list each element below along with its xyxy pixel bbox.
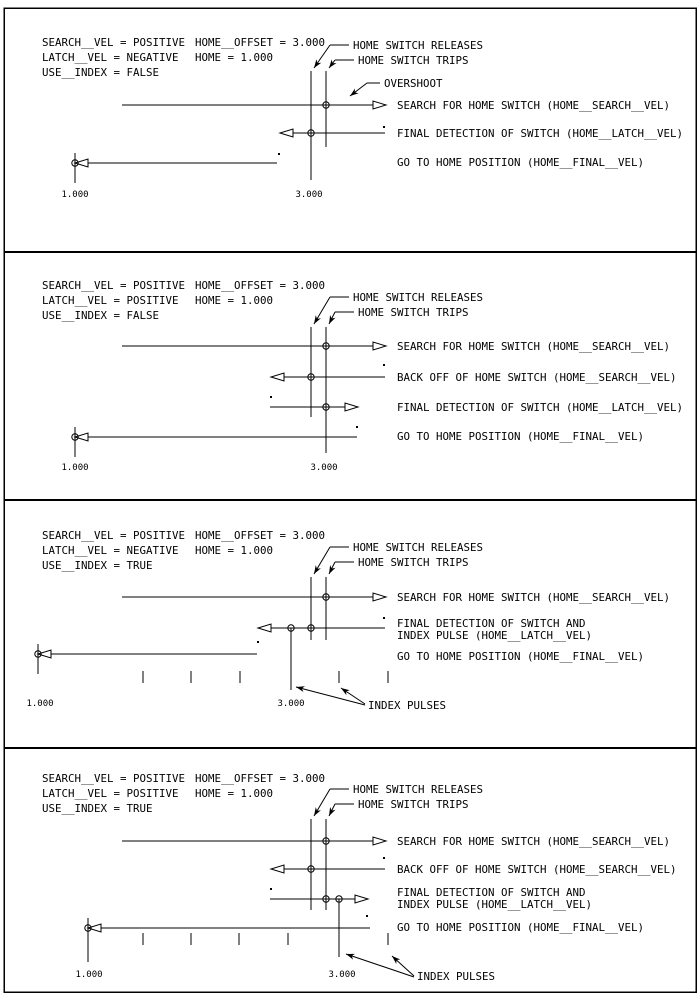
callout-overshoot [350,77,443,96]
callout-home-switch-trips [329,306,469,324]
callout-label: HOME SWITCH TRIPS [358,798,469,811]
step-label-line1: FINAL DETECTION OF SWITCH AND [397,617,586,630]
start-point-dot [383,126,385,128]
move-go-to-home [35,650,644,663]
parameter-block [42,279,325,322]
leader-line [350,83,367,96]
step-label-line2: INDEX PULSE (HOME__LATCH__VEL) [397,898,593,911]
panel-1 [42,36,683,200]
callout-label: HOME SWITCH RELEASES [353,291,484,304]
offset-value-label: 3.000 [277,699,305,709]
callout-home-switch-trips [329,556,469,574]
callout-index-pulses [346,954,495,983]
param-search-vel: SEARCH__VEL = POSITIVE [42,772,186,785]
step-label: SEARCH FOR HOME SWITCH (HOME__SEARCH__VEL) [397,99,671,112]
callout-home-switch-trips [329,798,469,816]
move-go-to-home [72,156,644,169]
leader-line [329,562,335,574]
move-search [122,835,670,848]
start-point-dot [270,888,272,890]
panel-4 [42,772,677,983]
param-home: HOME = 1.000 [195,294,274,307]
step-label: BACK OFF OF HOME SWITCH (HOME__SEARCH__VEL) [397,863,677,876]
parameter-block [42,772,325,815]
move-final-detection-index [258,617,592,642]
step-label: GO TO HOME POSITION (HOME__FINAL__VEL) [397,921,645,934]
param-use-index: USE__INDEX = TRUE [42,559,153,572]
leader-line [346,954,414,977]
start-point-dot [257,641,259,643]
move-back-off [271,371,677,384]
param-use-index: USE__INDEX = FALSE [42,309,160,322]
step-label-line1: FINAL DETECTION OF SWITCH AND [397,886,586,899]
leader-line [314,789,330,816]
param-latch-vel: LATCH__VEL = NEGATIVE [42,51,179,64]
step-label: FINAL DETECTION OF SWITCH (HOME__LATCH__VEL) [397,127,684,140]
step-label: GO TO HOME POSITION (HOME__FINAL__VEL) [397,650,645,663]
callout-label: OVERSHOOT [384,77,443,90]
param-latch-vel: LATCH__VEL = POSITIVE [42,787,179,800]
callout-label: HOME SWITCH TRIPS [358,556,469,569]
move-go-to-home [85,921,644,934]
callout-home-switch-trips [329,54,469,68]
parameter-block [42,36,325,79]
offset-value-label: 3.000 [310,463,338,473]
param-use-index: USE__INDEX = TRUE [42,802,153,815]
callout-label: HOME SWITCH TRIPS [358,54,469,67]
move-search [122,99,670,112]
move-final-detection-index [270,886,592,911]
start-point-dot [356,426,358,428]
param-home: HOME = 1.000 [195,787,274,800]
param-home: HOME = 1.000 [195,544,274,557]
leader-line [296,687,365,705]
step-label: FINAL DETECTION OF SWITCH (HOME__LATCH__VEL) [397,401,684,414]
home-value-label: 1.000 [75,970,103,980]
leader-line [329,312,335,324]
start-point-dot [383,617,385,619]
index-pulse-ticks [143,671,388,683]
move-final-detection [280,127,683,140]
param-latch-vel: LATCH__VEL = POSITIVE [42,294,179,307]
step-label: SEARCH FOR HOME SWITCH (HOME__SEARCH__VEL) [397,340,671,353]
param-search-vel: SEARCH__VEL = POSITIVE [42,279,186,292]
start-point-dot [278,153,280,155]
callout-label: HOME SWITCH RELEASES [353,541,484,554]
panel-3 [26,529,670,712]
leader-line [329,60,335,68]
move-back-off [271,863,677,876]
callout-label: HOME SWITCH RELEASES [353,783,484,796]
move-final-detection [270,401,683,414]
panel-2 [42,279,683,473]
param-home-offset: HOME__OFFSET = 3.000 [195,529,326,542]
start-point-dot [366,915,368,917]
param-search-vel: SEARCH__VEL = POSITIVE [42,529,186,542]
callout-label: INDEX PULSES [368,699,447,712]
step-label-line2: INDEX PULSE (HOME__LATCH__VEL) [397,629,593,642]
step-label: GO TO HOME POSITION (HOME__FINAL__VEL) [397,430,645,443]
param-home-offset: HOME__OFFSET = 3.000 [195,279,326,292]
step-label: BACK OFF OF HOME SWITCH (HOME__SEARCH__VEL) [397,371,677,384]
step-label: SEARCH FOR HOME SWITCH (HOME__SEARCH__VEL) [397,591,671,604]
leader-line [314,297,330,324]
move-go-to-home [72,430,644,443]
home-value-label: 1.000 [61,190,89,200]
index-pulse-ticks [143,933,388,945]
step-label: GO TO HOME POSITION (HOME__FINAL__VEL) [397,156,645,169]
callout-label: HOME SWITCH RELEASES [353,39,484,52]
home-value-label: 1.000 [26,699,54,709]
param-home-offset: HOME__OFFSET = 3.000 [195,772,326,785]
param-home-offset: HOME__OFFSET = 3.000 [195,36,326,49]
start-point-dot [383,364,385,366]
param-use-index: USE__INDEX = FALSE [42,66,160,79]
parameter-block [42,529,325,572]
param-latch-vel: LATCH__VEL = NEGATIVE [42,544,179,557]
offset-value-label: 3.000 [328,970,356,980]
callout-label: HOME SWITCH TRIPS [358,306,469,319]
move-search [122,340,670,353]
leader-line [314,547,330,574]
callout-index-pulses [296,687,446,712]
start-point-dot [383,857,385,859]
start-point-dot [270,396,272,398]
move-search [122,591,670,604]
param-home: HOME = 1.000 [195,51,274,64]
leader-line [329,804,335,816]
step-label: SEARCH FOR HOME SWITCH (HOME__SEARCH__VEL) [397,835,671,848]
offset-value-label: 3.000 [295,190,323,200]
param-search-vel: SEARCH__VEL = POSITIVE [42,36,186,49]
home-value-label: 1.000 [61,463,89,473]
callout-label: INDEX PULSES [417,970,496,983]
